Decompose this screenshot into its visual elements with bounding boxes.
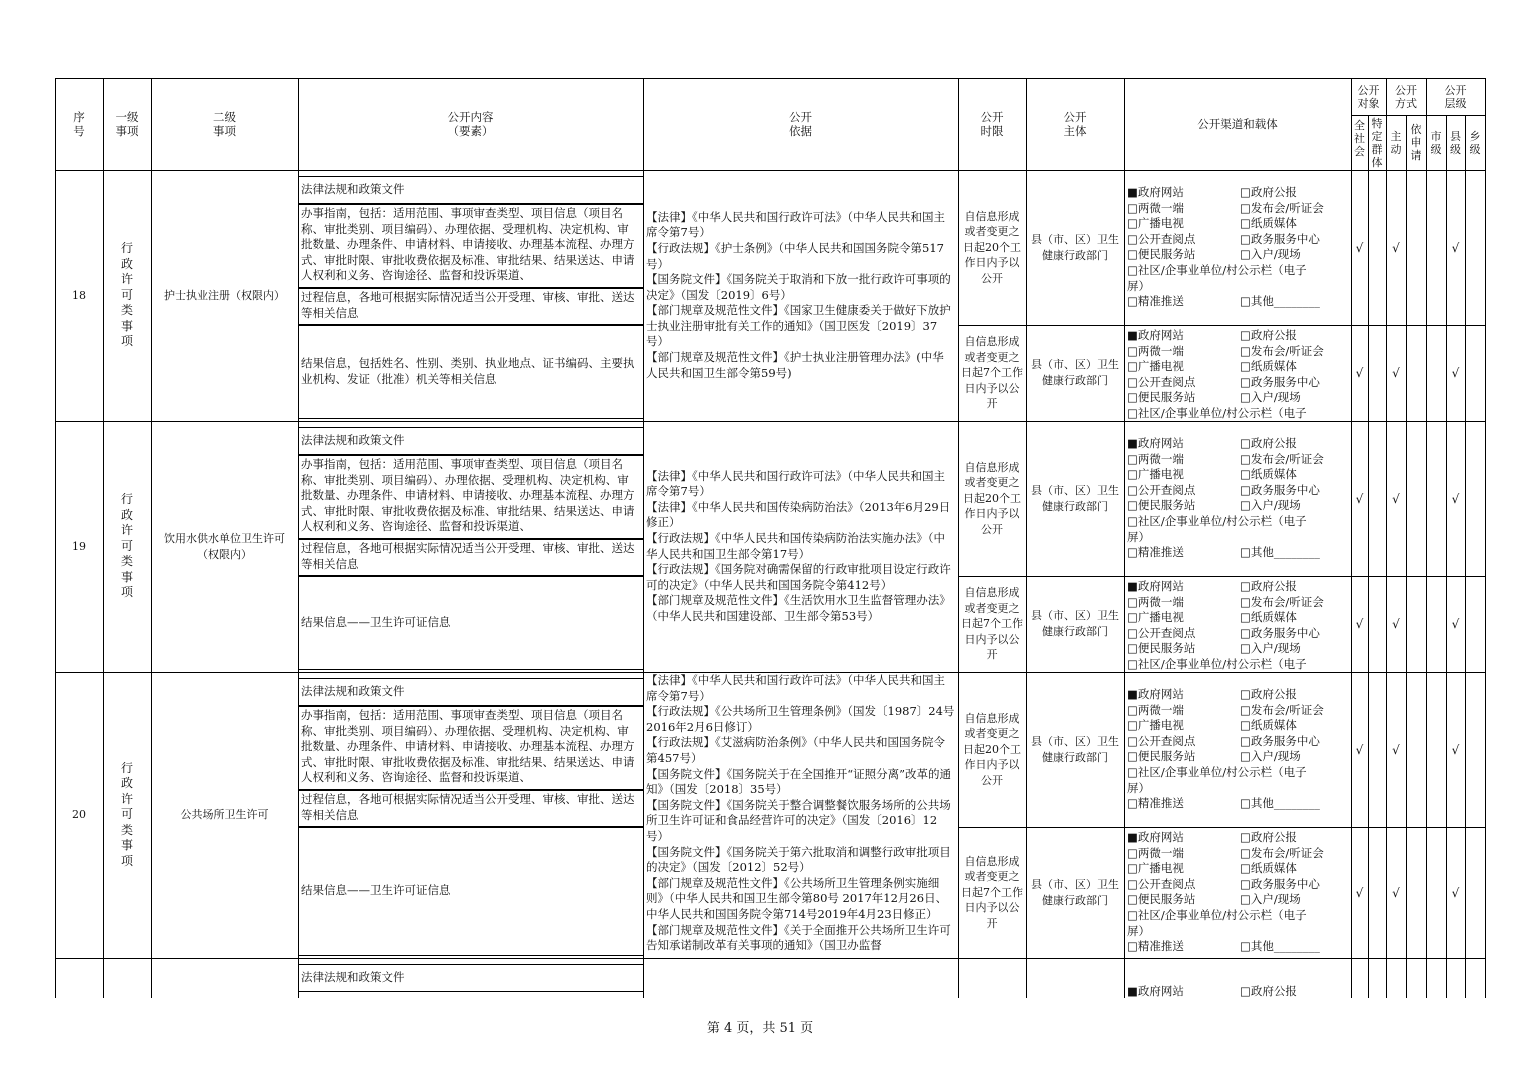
header-target-text: 公开对象 — [1357, 83, 1380, 110]
channel-option: ■政府网站 — [1127, 579, 1184, 593]
channel-option: □政府公报 — [1240, 185, 1297, 200]
header-target — [1351, 78, 1386, 115]
row19-guide-item — [298, 455, 643, 538]
channel-line — [1127, 483, 1349, 499]
grid-line-h — [298, 418, 644, 419]
channel-line — [1127, 781, 1349, 797]
channel-option: □两微一端 — [1127, 702, 1184, 717]
grid-line-h — [298, 204, 644, 205]
header-method-apply — [1406, 115, 1426, 170]
channel-option: □公开查阅点 — [1127, 876, 1196, 891]
row20-seq — [55, 672, 103, 958]
header-level-county — [1446, 115, 1465, 170]
row18-result-item — [298, 325, 643, 418]
row20-name — [151, 672, 298, 958]
channel-option: □政府公报 — [1240, 436, 1297, 451]
header-level-city — [1426, 115, 1446, 170]
channel-option: □社区/企事业单位/村公示栏（电子 — [1127, 405, 1307, 420]
channel-option: □两微一端 — [1127, 200, 1184, 215]
check-mark: √ — [1355, 617, 1364, 631]
channel-line — [1127, 498, 1349, 514]
channel-option: □入户/现场 — [1240, 749, 1301, 764]
channel-option: ■政府网站 — [1127, 185, 1184, 200]
channel-option: □广播电视 — [1127, 467, 1184, 482]
channel-line — [1127, 734, 1349, 750]
check-mark: √ — [1392, 240, 1400, 255]
grid-line-v — [151, 78, 152, 998]
header-channels-text: 公开渠道和载体 — [1197, 117, 1278, 131]
grid-line-h — [298, 790, 644, 791]
header-target-all — [1351, 115, 1368, 170]
check-mark: √ — [1392, 366, 1400, 380]
grid-line-v — [103, 78, 104, 998]
check-mark: √ — [1355, 240, 1364, 255]
row21-law-item — [298, 964, 643, 991]
check-mark: √ — [1451, 366, 1460, 380]
channel-option: □精准推送 — [1127, 294, 1184, 309]
channel-option: 屏） — [1127, 923, 1150, 938]
grid-line-v — [1124, 78, 1125, 998]
channel-option: □政府公报 — [1240, 830, 1297, 845]
channel-option: □公开查阅点 — [1127, 482, 1196, 497]
row19-process-item-text: 过程信息，各地可根据实际情况适当公开受理、审核、审批、送达等相关信息 — [301, 541, 635, 571]
row18-law-item-text: 法律法规和政策文件 — [301, 181, 405, 196]
grid-line-h — [298, 176, 644, 177]
row18-law-item — [298, 176, 643, 203]
row20-basis-text: 【法律】《中华人民共和国行政许可法》（中华人民共和国主席令第7号） 【行政法规】《公共场所卫生管理条例》（国发〔1987〕24号 2016年2月6日修订） 【行政法规】《艾滋病防治条例》（中华人民共和国国务院令第457号） 【国务院文件】《国务院关于在全国推开“证照分离”改革的通知》（国发〔2018〕35号） 【国务院文件】《国务院关于整合调整餐饮服务场所的公共场所卫生许可证和食品经营许可的决定》（国发〔2016〕12号） 【国务院文件】《国务院关于第六批取消和调整行政审批项目的决定》（国发〔2012〕52号） 【部门规章及规范性文件】《公共场所卫生管理条例实施细则》（中华人民共和国卫生部令第80号 2017年12月26日、中华人民共和国国务院令第714号2019年4月23日修正） 【部门规章及规范性文件】《关于全面推开公共场所卫生许可告知承诺制改革有关事项的通知》（国卫办监督 — [646, 673, 955, 953]
row20-category — [103, 672, 151, 958]
channel-option: □政务服务中心 — [1240, 625, 1320, 640]
channel-line — [1127, 216, 1349, 232]
subject-cell — [1026, 827, 1124, 958]
row19-basis — [643, 421, 958, 672]
channel-option: □社区/企事业单位/村公示栏（电子 — [1127, 514, 1307, 529]
channel-line — [1127, 436, 1349, 452]
channel-option: □两微一端 — [1127, 845, 1184, 860]
channel-option: □政府公报 — [1240, 579, 1297, 593]
channel-line — [1127, 908, 1349, 924]
channel-line — [1127, 452, 1349, 468]
channel-option: ■政府网站 — [1127, 830, 1184, 845]
row20-seq-text: 20 — [72, 808, 86, 822]
channel-option: □政务服务中心 — [1240, 733, 1320, 748]
check-mark: √ — [1355, 491, 1364, 506]
header-target-specific-text: 特定群体 — [1371, 117, 1383, 169]
channel-line — [1127, 877, 1349, 893]
header-target-specific — [1368, 115, 1386, 170]
channel-option: 屏） — [1127, 529, 1150, 544]
subject-cell — [1026, 421, 1124, 576]
channel-line — [1127, 924, 1349, 940]
channel-option: □入户/现场 — [1240, 247, 1301, 262]
grid-line-h — [298, 669, 644, 670]
row20-law-item — [298, 678, 643, 705]
channel-line — [1127, 610, 1349, 626]
channel-line — [1127, 687, 1349, 703]
grid-line-h — [298, 706, 644, 707]
grid-line-h — [298, 955, 644, 956]
channels-cell — [1127, 436, 1349, 561]
row19-name — [151, 421, 298, 672]
channel-option: □入户/现场 — [1240, 498, 1301, 513]
grid-line-v — [1368, 115, 1369, 998]
header-level-text: 公开层级 — [1444, 83, 1467, 110]
time-limit-cell — [958, 672, 1026, 827]
channel-option: 屏） — [1127, 780, 1150, 795]
row19-process-item — [298, 539, 643, 575]
channel-line — [1127, 846, 1349, 862]
check-mark: √ — [1355, 885, 1364, 900]
row19-category-text: 行政许可类事项 — [120, 492, 133, 600]
channel-option: □公开查阅点 — [1127, 374, 1196, 389]
header-method-text: 公开方式 — [1395, 83, 1417, 110]
row18-basis-text: 【法律】《中华人民共和国行政许可法》（中华人民共和国主席令第7号） 【行政法规】《护士条例》（中华人民共和国国务院令第517号） 【国务院文件】《国务院关于取消和下放一批行政许可事项的决定》（国发〔2019〕6号） 【部门规章及规范性文件】《国家卫生健康委关于做好下放护士执业注册审批有关工作的通知》（国卫医发〔2019〕37号） 【部门规章及规范性文件】《护士执业注册管理办法》(中华人民共和国卫生部令第59号) — [646, 209, 951, 380]
channel-option: □便民服务站 — [1127, 892, 1196, 907]
row20-guide-item — [298, 706, 643, 789]
channel-option: □其他________ — [1240, 939, 1320, 954]
header-content — [298, 78, 643, 170]
row19-seq — [55, 421, 103, 672]
header-timelimit — [958, 78, 1026, 170]
channel-option: □政府公报 — [1240, 328, 1297, 342]
header-method-active-text: 主动 — [1390, 129, 1402, 156]
channel-option: □精准推送 — [1127, 939, 1184, 954]
channel-line — [1127, 530, 1349, 546]
grid-line-h — [298, 539, 644, 540]
channel-line — [1127, 749, 1349, 765]
channel-option: □入户/现场 — [1240, 641, 1301, 656]
header-subject-text: 公开主体 — [1063, 110, 1087, 138]
channel-option: □社区/企事业单位/村公示栏（电子 — [1127, 656, 1307, 671]
channel-option: □其他________ — [1240, 294, 1320, 309]
row20-law-item-text: 法律法规和政策文件 — [301, 683, 405, 698]
row20-result-item-text: 结果信息——卫生许可证信息 — [301, 883, 451, 898]
grid-line-v — [55, 78, 56, 998]
check-mark: √ — [1392, 491, 1400, 506]
time-limit-cell — [958, 576, 1026, 672]
header-target-all-text: 全社会 — [1354, 119, 1365, 158]
check-mark: √ — [1355, 366, 1364, 380]
channel-option: □公开查阅点 — [1127, 625, 1196, 640]
row19-result-item — [298, 576, 643, 669]
time-limit-text: 自信息形成或者变更之日起20个工作日内予以公开 — [963, 711, 1021, 787]
row18-category-text: 行政许可类事项 — [120, 241, 133, 349]
check-mark: √ — [1392, 742, 1400, 757]
channel-line — [1127, 279, 1349, 295]
grid-line-h — [298, 827, 644, 828]
time-limit-text: 自信息形成或者变更之日起7个工作日内予以公开 — [961, 335, 1023, 411]
channel-line — [1127, 765, 1349, 781]
row19-guide-item-text: 办事指南，包括：适用范围、事项审查类型、项目信息（项目名称、审批类别、项目编码）、办理依据、受理机构、决定机构、审批数量、办理条件、申请材料、申请接收、办理基本流程、办理方式、审批时限、审批收费依据及标准、审批结果、结果送达、申请人权利和义务、咨询途径、监督和投诉渠道、 — [301, 457, 635, 534]
header-basis — [643, 78, 958, 170]
time-limit-text: 自信息形成或者变更之日起20个工作日内予以公开 — [963, 460, 1021, 536]
header-timelimit-text: 公开时限 — [980, 110, 1004, 138]
row19-basis-text: 【法律】《中华人民共和国行政许可法》（中华人民共和国主席令第7号） 【法律】《中华人民共和国传染病防治法》（2013年6月29日修正） 【行政法规】《中华人民共和国传染病防治法实施办法》（中华人民共和国卫生部令第17号） 【行政法规】《国务院对确需保留的行政审批项目设定行政许可的决定》（中华人民共和国国务院令第412号） 【部门规章及规范性文件】《生活饮用水卫生监督管理办法》（中华人民共和国建设部、卫生部令第53号） — [646, 468, 951, 623]
channel-option: ■政府网站 — [1127, 687, 1184, 702]
subject-cell — [1026, 170, 1124, 325]
channel-line — [1127, 328, 1349, 344]
disclosure-table — [55, 78, 1485, 998]
check-mark: √ — [1451, 240, 1460, 255]
channel-line — [1127, 796, 1349, 812]
subject-cell — [1026, 576, 1124, 672]
channel-option: □广播电视 — [1127, 610, 1184, 625]
header-level2 — [151, 78, 298, 170]
grid-line-h — [298, 991, 644, 992]
channel-line — [1127, 375, 1349, 391]
row18-name — [151, 170, 298, 421]
grid-line-h — [298, 964, 644, 965]
channel-line — [1127, 626, 1349, 642]
check-mark: √ — [1451, 885, 1460, 900]
row20-guide-item-text: 办事指南，包括：适用范围、事项审查类型、项目信息（项目名称、审批类别、项目编码）、办理依据、受理机构、决定机构、审批数量、办理条件、申请材料、申请接收、办理基本流程、办理方式、审批时限、审批收费依据及标准、审批结果、结果送达、申请人权利和义务、咨询途径、监督和投诉渠道、 — [301, 708, 635, 785]
row18-result-item-text: 结果信息，包括姓名、性别、类别、执业地点、证书编码、主要执业机构、发证（批准）机关等相关信息 — [301, 355, 635, 386]
time-limit-text: 自信息形成或者变更之日起7个工作日内予以公开 — [961, 854, 1023, 930]
time-limit-text: 自信息形成或者变更之日起20个工作日内予以公开 — [963, 209, 1021, 285]
channel-line — [1127, 344, 1349, 360]
channel-line — [1127, 406, 1349, 420]
grid-line-v — [1426, 78, 1427, 998]
row18-basis — [643, 170, 958, 421]
subject-text: 县（市、区）卫生健康行政部门 — [1031, 734, 1119, 764]
channel-line — [1127, 703, 1349, 719]
channel-line — [1127, 514, 1349, 530]
channel-line — [1127, 294, 1349, 310]
channel-option: □精准推送 — [1127, 545, 1184, 560]
row18-name-text: 护士执业注册（权限内） — [164, 288, 285, 302]
channel-option: ■政府网站 — [1127, 328, 1184, 342]
channel-option: □广播电视 — [1127, 718, 1184, 733]
subject-cell — [1026, 325, 1124, 421]
grid-line-h — [55, 958, 1486, 959]
grid-line-h — [298, 325, 644, 326]
row19-result-item-text: 结果信息——卫生许可证信息 — [301, 614, 451, 629]
grid-line-h — [55, 672, 1486, 673]
channel-line — [1127, 641, 1349, 657]
channel-option: □两微一端 — [1127, 451, 1184, 466]
channel-option: ■政府网站 — [1127, 436, 1184, 451]
channels-cell — [1127, 579, 1349, 671]
row19-name-text: 饮用水供水单位卫生许可（权限内） — [164, 531, 285, 561]
channels-cell — [1127, 830, 1349, 955]
time-limit-cell — [958, 827, 1026, 958]
row20-result-item — [298, 827, 643, 955]
channel-line — [1127, 718, 1349, 734]
grid-line-h — [298, 455, 644, 456]
row18-process-item — [298, 288, 643, 324]
row20-process-item-text: 过程信息，各地可根据实际情况适当公开受理、审核、审批、送达等相关信息 — [301, 792, 635, 822]
channel-line — [1127, 263, 1349, 279]
check-mark: √ — [1355, 742, 1364, 757]
channels-cell — [1127, 328, 1349, 420]
header-level1 — [103, 78, 151, 170]
row21-law-item-text: 法律法规和政策文件 — [301, 969, 405, 984]
channel-line — [1127, 467, 1349, 483]
channel-option: □纸质媒体 — [1240, 610, 1297, 625]
channel-option: □纸质媒体 — [1240, 718, 1297, 733]
header-level-town-text: 乡级 — [1469, 129, 1481, 156]
header-level-county-text: 县级 — [1450, 129, 1461, 156]
check-mark: √ — [1451, 742, 1460, 757]
header-seq-text: 序号 — [73, 110, 85, 138]
grid-line-h — [55, 78, 1486, 79]
channel-option: □公开查阅点 — [1127, 231, 1196, 246]
channel-line — [1127, 830, 1349, 846]
subject-text: 县（市、区）卫生健康行政部门 — [1031, 483, 1119, 513]
subject-cell — [1026, 672, 1124, 827]
channel-line — [1127, 595, 1349, 611]
channel-line — [1127, 185, 1349, 201]
check-mark: √ — [1392, 617, 1400, 631]
grid-line-h — [55, 170, 1486, 171]
time-limit-cell — [958, 421, 1026, 576]
grid-line-h — [298, 427, 644, 428]
row19-seq-text: 19 — [72, 539, 86, 553]
channel-line — [1127, 892, 1349, 908]
row18-seq-text: 18 — [72, 288, 86, 302]
channel-option: □发布会/听证会 — [1240, 702, 1324, 717]
channel-line — [1127, 579, 1349, 595]
channel-option: □其他________ — [1240, 796, 1320, 811]
grid-line-h — [298, 288, 644, 289]
channel-option: □精准推送 — [1127, 796, 1184, 811]
channel-option: □广播电视 — [1127, 216, 1184, 231]
channel-option: □公开查阅点 — [1127, 733, 1196, 748]
channel-option: □两微一端 — [1127, 594, 1184, 609]
header-method — [1386, 78, 1426, 115]
channel-option: □其他________ — [1240, 545, 1320, 560]
row21-channel-left: ■政府网站 — [1127, 984, 1184, 998]
row20-category-text: 行政许可类事项 — [120, 760, 133, 868]
row20-basis — [643, 672, 958, 958]
channel-option: □便民服务站 — [1127, 641, 1196, 656]
channel-option: □社区/企事业单位/村公示栏（电子 — [1127, 908, 1307, 923]
channel-option: □便民服务站 — [1127, 498, 1196, 513]
channel-option: □广播电视 — [1127, 861, 1184, 876]
header-level-city-text: 市级 — [1430, 129, 1442, 156]
grid-line-v — [1465, 115, 1466, 998]
channel-option: □纸质媒体 — [1240, 216, 1297, 231]
subject-text: 县（市、区）卫生健康行政部门 — [1031, 232, 1119, 262]
channel-option: □政务服务中心 — [1240, 876, 1320, 891]
channel-option: □纸质媒体 — [1240, 359, 1297, 374]
grid-line-h — [298, 576, 644, 577]
header-basis-text: 公开依据 — [789, 110, 812, 138]
channel-option: □便民服务站 — [1127, 749, 1196, 764]
row19-law-item-text: 法律法规和政策文件 — [301, 432, 405, 447]
grid-line-v — [1485, 78, 1486, 998]
grid-line-h — [55, 421, 1486, 422]
channel-option: □纸质媒体 — [1240, 467, 1297, 482]
row21-channel-right: □政府公报 — [1240, 984, 1297, 998]
channel-option: □便民服务站 — [1127, 247, 1196, 262]
header-level-town — [1465, 115, 1485, 170]
header-content-text: 公开内容（要素） — [447, 110, 494, 138]
channel-option: 屏） — [1127, 278, 1150, 293]
channel-option: □政务服务中心 — [1240, 231, 1320, 246]
channel-option: □便民服务站 — [1127, 390, 1196, 405]
header-level — [1426, 78, 1485, 115]
row18-category — [103, 170, 151, 421]
header-channels — [1124, 78, 1351, 170]
channel-line — [1127, 232, 1349, 248]
channel-option: □发布会/听证会 — [1240, 200, 1324, 215]
header-level1-text: 一级事项 — [115, 110, 139, 138]
header-level2-text: 二级事项 — [213, 110, 236, 138]
row21-channel-line — [1127, 984, 1349, 998]
subject-text: 县（市、区）卫生健康行政部门 — [1031, 358, 1119, 387]
channel-option: □发布会/听证会 — [1240, 343, 1324, 358]
page-footer: 第 4 页，共 51 页 — [706, 1021, 814, 1036]
header-method-active — [1386, 115, 1406, 170]
time-limit-cell — [958, 325, 1026, 421]
check-mark: √ — [1451, 491, 1460, 506]
header-subject — [1026, 78, 1124, 170]
channel-option: □社区/企事业单位/村公示栏（电子 — [1127, 765, 1307, 780]
channel-option: □入户/现场 — [1240, 892, 1301, 907]
channel-option: □发布会/听证会 — [1240, 451, 1324, 466]
channel-option: □政务服务中心 — [1240, 374, 1320, 389]
channel-line — [1127, 247, 1349, 263]
grid-line-v — [1406, 115, 1407, 998]
row18-guide-item-text: 办事指南，包括：适用范围、事项审查类型、项目信息（项目名称、审批类别、项目编码）、办理依据、受理机构、决定机构、审批数量、办理条件、申请材料、申请接收、办理基本流程、办理方式、审批时限、审批收费依据及标准、审批结果、结果送达、申请人权利和义务、咨询途径、监督和投诉渠道、 — [301, 206, 635, 283]
channel-line — [1127, 359, 1349, 375]
subject-text: 县（市、区）卫生健康行政部门 — [1031, 609, 1119, 638]
channels-cell — [1127, 185, 1349, 310]
channel-option: □政府公报 — [1240, 687, 1297, 702]
time-limit-text: 自信息形成或者变更之日起7个工作日内予以公开 — [961, 586, 1023, 662]
channel-option: □两微一端 — [1127, 343, 1184, 358]
subject-text: 县（市、区）卫生健康行政部门 — [1031, 877, 1119, 907]
channel-option: □纸质媒体 — [1240, 861, 1297, 876]
channel-line — [1127, 390, 1349, 406]
channel-option: □广播电视 — [1127, 359, 1184, 374]
channel-line — [1127, 657, 1349, 671]
grid-line-h — [298, 678, 644, 679]
row18-guide-item — [298, 204, 643, 287]
row19-law-item — [298, 427, 643, 454]
row18-process-item-text: 过程信息，各地可根据实际情况适当公开受理、审核、审批、送达等相关信息 — [301, 290, 635, 320]
row19-category — [103, 421, 151, 672]
row21-channels — [1127, 984, 1349, 998]
check-mark: √ — [1451, 617, 1460, 631]
channel-option: □发布会/听证会 — [1240, 594, 1324, 609]
header-seq — [55, 78, 103, 170]
check-mark: √ — [1392, 885, 1400, 900]
channel-option: □社区/企事业单位/村公示栏（电子 — [1127, 263, 1307, 278]
channels-cell — [1127, 687, 1349, 812]
channel-line — [1127, 861, 1349, 877]
channel-line — [1127, 201, 1349, 217]
row20-process-item — [298, 790, 643, 826]
time-limit-cell — [958, 170, 1026, 325]
row18-seq — [55, 170, 103, 421]
channel-line — [1127, 545, 1349, 561]
channel-option: □政务服务中心 — [1240, 482, 1320, 497]
channel-line — [1127, 939, 1349, 955]
channel-option: □入户/现场 — [1240, 390, 1301, 405]
header-method-apply-text: 依申请 — [1410, 123, 1422, 162]
channel-option: □发布会/听证会 — [1240, 845, 1324, 860]
row20-name-text: 公共场所卫生许可 — [180, 808, 269, 822]
